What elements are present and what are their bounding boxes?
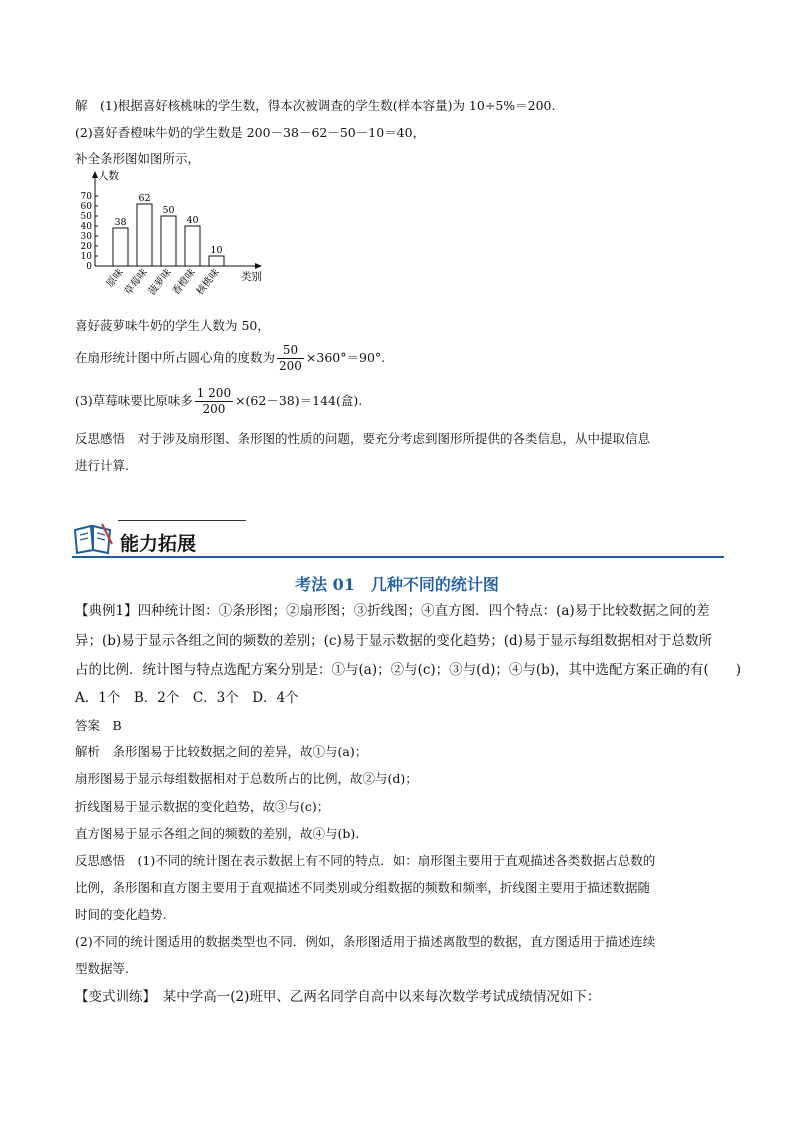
variant-training: 【变式训练】 某中学高一(2)班甲、乙两名同学自高中以来每次数学考试成绩情况如下： bbox=[75, 989, 601, 1005]
fraction-numerator: 50 bbox=[277, 343, 304, 359]
analysis-line-1: 解析 条形图易于比较数据之间的差异，故①与(a)； bbox=[75, 744, 368, 759]
bar-value-label: 38 bbox=[114, 217, 127, 228]
example-options: A．1个 B．2个 C．3个 D．4个 bbox=[75, 690, 299, 706]
reflection-line-2: 进行计算. bbox=[75, 458, 129, 473]
bar-chart bbox=[70, 168, 290, 308]
bar bbox=[161, 216, 176, 266]
x-axis-label: 类别 bbox=[241, 271, 262, 283]
bar-value-label: 40 bbox=[186, 215, 199, 226]
y-tick-label: 20 bbox=[80, 242, 92, 252]
y-axis-label: 人数 bbox=[98, 170, 119, 182]
fraction-denominator: 200 bbox=[279, 359, 302, 373]
section-banner bbox=[72, 520, 724, 560]
analysis-line-4: 直方图易于显示各组之间的频数的差别，故④与(b). bbox=[75, 826, 360, 841]
y-tick-label: 30 bbox=[80, 232, 92, 242]
bar-value-label: 10 bbox=[210, 245, 223, 256]
method-title: 考法 01 几种不同的统计图 bbox=[295, 575, 499, 594]
solution-line-5 bbox=[75, 343, 385, 374]
solution-line-6 bbox=[75, 386, 362, 417]
example-reflection-2: 比例，条形图和直方图主要用于直观描述不同类别或分组数据的频数和频率，折线图主要用于描述数据随 bbox=[75, 880, 651, 895]
solution-line-6-pre: (3)草莓味要比原味多 bbox=[75, 393, 193, 408]
solution-line-5-post: ×360°＝90°. bbox=[305, 350, 386, 365]
category-label: 香橙味 bbox=[170, 267, 198, 298]
y-tick-label: 50 bbox=[80, 212, 92, 222]
example-reflection-4: (2)不同的统计图适用的数据类型也不同．例如，条形图适用于描述离散型的数据，直方图适用于描述连续 bbox=[75, 934, 656, 949]
example-line-2: 异；(b)易于显示各组之间的频数的差别；(c)易于显示数据的变化趋势；(d)易于显示每组数据相对于总数所 bbox=[75, 633, 712, 649]
solution-line-2: (2)喜好香橙味牛奶的学生数是 200－38－62－50－10＝40， bbox=[75, 125, 426, 140]
book-icon bbox=[72, 522, 114, 556]
category-label: 草莓味 bbox=[122, 267, 150, 298]
y-tick-label: 40 bbox=[80, 222, 92, 232]
category-label: 核桃味 bbox=[194, 267, 222, 298]
section-banner-title: 能力拓展 bbox=[120, 533, 197, 555]
bar bbox=[113, 228, 128, 266]
example-answer: 答案 B bbox=[75, 718, 122, 733]
y-tick-label: 60 bbox=[80, 202, 92, 212]
bar bbox=[137, 204, 152, 266]
category-label: 原味 bbox=[104, 267, 126, 290]
example-reflection-1: 反思感悟 (1)不同的统计图在表示数据上有不同的特点．如：扇形图主要用于直观描述各类数据占总数的 bbox=[75, 853, 656, 868]
solution-line-6-post: ×(62－38)＝144(盒). bbox=[235, 393, 363, 408]
solution-line-5-pre: 在扇形统计图中所占圆心角的度数为 bbox=[75, 350, 276, 365]
example-reflection-5: 型数据等. bbox=[75, 961, 129, 976]
bar bbox=[185, 226, 200, 266]
fraction bbox=[195, 386, 233, 417]
y-tick-label: 0 bbox=[86, 262, 92, 272]
bar-value-label: 50 bbox=[162, 205, 175, 216]
banner-rule bbox=[72, 556, 724, 558]
solution-line-3: 补全条形图如图所示， bbox=[75, 151, 201, 166]
solution-line-1: 解 (1)根据喜好核桃味的学生数，得本次被调查的学生数(样本容量)为 10÷5%＝200. bbox=[75, 98, 556, 113]
fraction bbox=[277, 343, 304, 374]
fraction-denominator: 200 bbox=[202, 402, 226, 416]
reflection-line-1: 反思感悟 对于涉及扇形图、条形图的性质的问题，要充分考虑到图形所提供的各类信息，从中提取信息 bbox=[75, 431, 651, 446]
analysis-line-3: 折线图易于显示数据的变化趋势，故③与(c)； bbox=[75, 799, 330, 814]
solution-line-4: 喜好菠萝味牛奶的学生人数为 50， bbox=[75, 318, 270, 333]
analysis-line-2: 扇形图易于显示每组数据相对于总数所占的比例，故②与(d)； bbox=[75, 771, 418, 786]
example-line-3: 占的比例．统计图与特点选配方案分别是：①与(a)；②与(c)；③与(d)；④与(b)，其中选配方案正确的有( ) bbox=[75, 662, 742, 678]
fraction-numerator: 1 200 bbox=[196, 386, 232, 400]
bar-value-label: 62 bbox=[138, 193, 151, 204]
example-line-1: 【典例1】四种统计图：①条形图；②扇形图；③折线图；④直方图．四个特点：(a)易于比较数据之间的差 bbox=[75, 603, 710, 619]
y-tick-label: 70 bbox=[80, 192, 92, 202]
banner-top-line bbox=[118, 520, 246, 521]
category-label: 菠萝味 bbox=[146, 267, 174, 298]
example-reflection-3: 时间的变化趋势. bbox=[75, 907, 167, 922]
y-tick-label: 10 bbox=[80, 252, 92, 262]
x-axis-arrow bbox=[255, 263, 262, 269]
bar bbox=[209, 256, 224, 266]
